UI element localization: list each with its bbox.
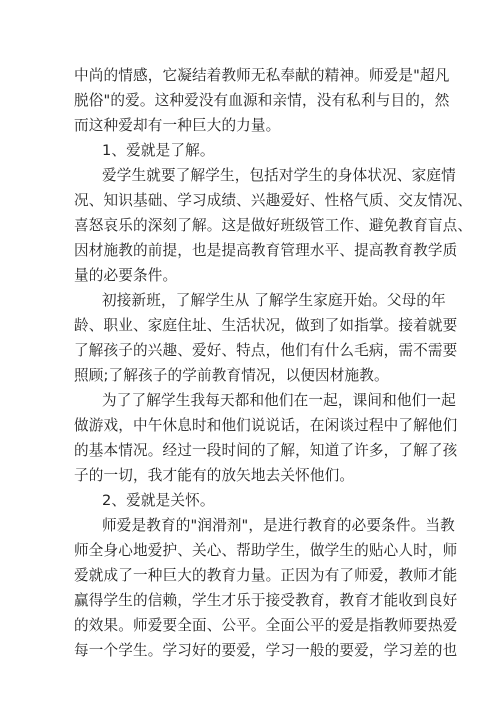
- section-heading: 1、爱就是了解。: [102, 142, 215, 159]
- text-line: 做游戏，中午休息时和他们说说话，在闲谈过程中了解他们: [74, 417, 458, 434]
- text-line: 况、知识基础、学习成绩、兴趣爱好、性格气质、交友情况、: [74, 192, 473, 209]
- text-line: 爱就成了一种巨大的教育力量。正因为有了师爱，教师才能: [74, 567, 458, 584]
- section-heading: 2、爱就是关怀。: [102, 492, 215, 509]
- text-line: 的效果。师爱要全面、公平。全面公平的爱是指教师要热爱: [74, 617, 458, 634]
- text-line: 师爱是教育的"润滑剂"，是进行教育的必要条件。当教: [102, 517, 455, 534]
- text-line: 龄、职业、家庭住址、生活状况，做到了如指掌。接着就要: [74, 317, 458, 334]
- text-line: 师全身心地爱护、关心、帮助学生，做学生的贴心人时，师: [74, 542, 458, 559]
- text-line: 为了了解学生我每天都和他们在一起，课间和他们一起: [102, 392, 456, 409]
- text-line: 中尚的情感，它凝结着教师无私奉献的精神。师爱是"超凡: [74, 67, 450, 84]
- text-line: 因材施教的前提，也是提高教育管理水平、提高教育教学质: [74, 242, 458, 259]
- text-line: 每一个学生。学习好的要爱，学习一般的要爱，学习差的也: [74, 642, 458, 659]
- text-line: 赢得学生的信赖，学生才乐于接受教育，教育才能收到良好: [74, 592, 458, 609]
- text-line: 爱学生就要了解学生，包括对学生的身体状况、家庭情: [102, 167, 456, 184]
- text-line: 量的必要条件。: [74, 267, 178, 284]
- text-line: 照顾;了解孩子的学前教育情况，以便因材施教。: [74, 367, 389, 384]
- text-line: 了解孩子的兴趣、爱好、特点，他们有什么毛病，需不需要: [74, 342, 458, 359]
- text-line: 的基本情况。经过一段时间的了解，知道了许多，了解了孩: [74, 442, 458, 459]
- text-line: 脱俗"的爱。这种爱没有血源和亲情，没有私利与目的，然: [74, 92, 450, 109]
- text-line: 而这种爱却有一种巨大的力量。: [74, 117, 281, 134]
- text-line: 喜怒哀乐的深刻了解。这是做好班级管工作、避免教育盲点、: [74, 217, 473, 234]
- text-line: 子的一切，我才能有的放矢地去关怀他们。: [74, 467, 355, 484]
- text-line: 初接新班，了解学生从 了解学生家庭开始。父母的年: [102, 292, 446, 309]
